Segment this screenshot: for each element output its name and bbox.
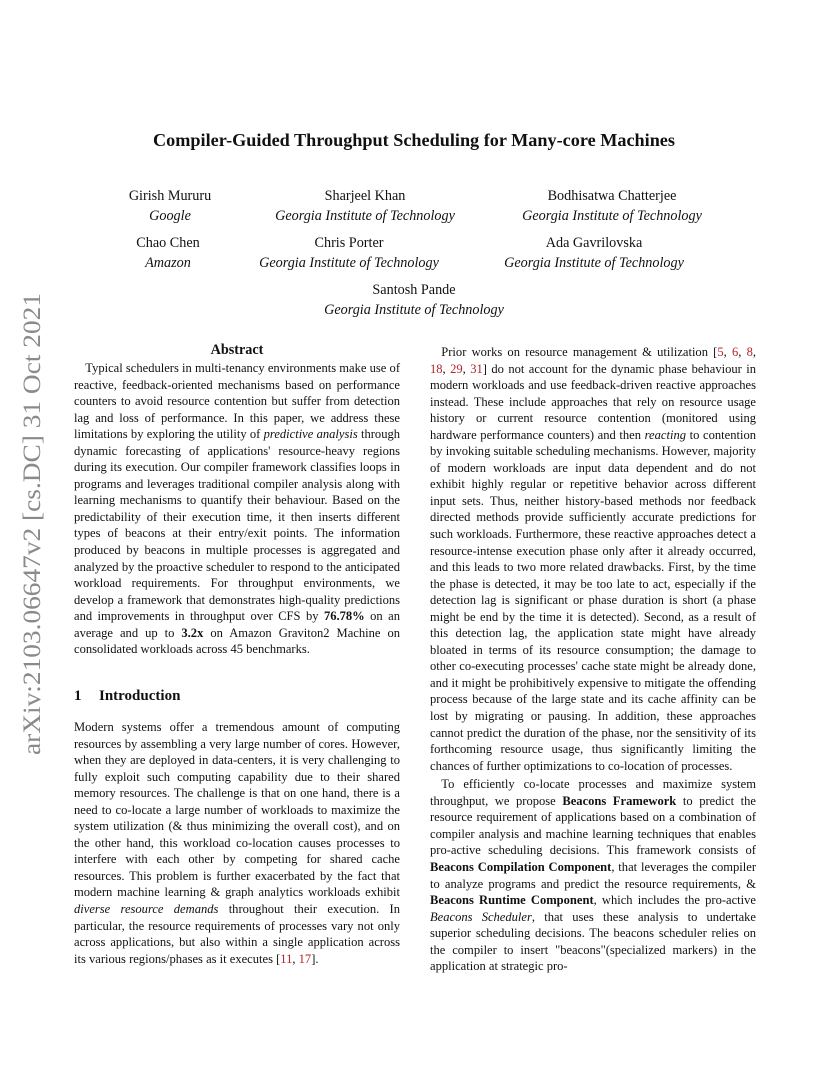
citation-link[interactable]: 6 (731, 345, 739, 359)
author-name: Girish Mururu (128, 188, 212, 204)
author-affiliation: Google (149, 208, 191, 224)
intro-text: to contention by invoking suitable scheduling mechanisms. However, majority of modern workloads are input data dependent and do not exhibit highly regular or repetitive behavior across different input sets. Thus, neither history-based methods nor feedback directed methods provide sufficiently accurate predictions for such workloads. Furthermore, these reactive approaches detect a resource-intense execution phase only after it already occurred, and this leads to two more related drawbacks. First, by the time the phase is detected, it may be too late to act, especially if the detection lag is significant or phase duration is short (a phase might be end by the time it is detected). Second, as a result of this detection lag, the application state might have already bloated in terms of its resource consumption; the damage to other co-executing processes' cache state might be already done, and it might be prohibitively expensive to mitigate the offending process because of the large state and its cache affinity can be lost by migrating or pausing. In addition, these approaches cannot predict the duration of the phase, nor the sensitivity of its forthcoming resource usage, thus significantly limiting the chances of further optimizations to co-location of processes. (430, 427, 756, 773)
author-block (224, 233, 474, 273)
abstract-text: Typical schedulers in multi-tenancy environments make use of reactive, feedback-oriented mechanisms based on performance counters to avoid resource contention but suffer from detection lag and loss of performance. In this paper, we address these limitations by exploring the utility of (74, 361, 400, 442)
abstract-heading: Abstract (210, 342, 264, 358)
author-name: Sharjeel Khan (324, 188, 406, 204)
intro-bold: Beacons Framework (562, 793, 677, 808)
section-heading-introduction (74, 688, 180, 705)
section-number: 1 (74, 688, 82, 704)
arxiv-identifier-text: arXiv:2103.06647v2 [cs.DC] 31 Oct 2021 (19, 332, 46, 755)
intro-emphasis: reacting (644, 427, 686, 442)
intro-text: , that uses these analysis to undertake superior scheduling decisions. The beacons scheduler relies on the compiler to insert "beacons"(specialized markers) in the application at strategic pro- (430, 909, 757, 974)
intro-bold: Beacons Compilation Component (430, 859, 612, 874)
author-name: Bodhisatwa Chatterjee (547, 188, 677, 204)
intro-text: to predict the resource requirement of applications based on a combination of compiler analysis and machine learning techniques that enables pro-active scheduling decisions. This framework consists of (430, 793, 756, 858)
citation-link[interactable]: 8 (746, 345, 753, 359)
citation-link[interactable]: 31 (470, 361, 483, 376)
intro-text: , which includes the pro-active (593, 893, 756, 908)
citation-separator: , (723, 345, 732, 359)
arxiv-identifier-svg (8, 290, 48, 760)
citation-separator: , (462, 361, 471, 376)
intro-emphasis: Beacons Scheduler (430, 909, 532, 924)
intro-emphasis: diverse resource demands (74, 902, 219, 917)
intro-text: throughout their execution. In particular, the resource requirements of processes vary not only across applications, but also within a single application across its various regions/phases as it executes [ (74, 902, 400, 966)
citation-link[interactable]: 18 (430, 361, 443, 376)
abstract-emphasis: predictive analysis (263, 427, 358, 442)
intro-text: ] do not account for the dynamic phase behaviour in modern workloads and use feedback-driven reactive approaches instead. These include approaches that rely on resource usage history or current resource contention (monitored using hardware performance counters) and then (430, 361, 756, 442)
author-block (289, 280, 539, 320)
author-name: Santosh Pande (372, 282, 456, 298)
right-column-body (430, 344, 756, 975)
author-affiliation: Georgia Institute of Technology (504, 255, 684, 271)
intro-body (74, 719, 400, 967)
intro-bold: Beacons Runtime Component (430, 893, 594, 908)
author-name: Chao Chen (136, 235, 200, 251)
abstract-bold: 76.78% (323, 609, 365, 624)
author-block (482, 186, 742, 226)
intro-paragraph (430, 776, 756, 975)
author-affiliation: Georgia Institute of Technology (522, 208, 702, 224)
intro-paragraph (430, 344, 756, 774)
author-block (240, 186, 490, 226)
citation-link[interactable]: 17 (298, 951, 312, 966)
abstract-text: through dynamic forecasting of applications' resource-heavy regions during its execution. Our compiler framework classifies loops in programs and leverages traditional compiler analysis along with learning mechanisms to quantify their behaviour. Based on the predictability of their execution time, it then inserts different types of beacons at their entry/exit points. The information produced by beacons in multiple processes is aggregated and analyzed by the proactive scheduler to respond to the anticipated workload requirements. For throughput environments, we develop a framework that demonstrates high-quality predictions and improvements in throughput over CFS by (74, 427, 401, 624)
citation-link[interactable]: 11 (280, 951, 293, 966)
intro-text: Modern systems offer a tremendous amount of computing resources by assembling a very large number of cores. However, when they are deployed in data-centers, it is very challenging to fully exploit such computing capability due to their shared memory resources. The challenge is that on one hand, there is a need to co-locate a large number of workloads to maximize the system utilization (& thus minimizing the overall cost), and on the other hand, this workload co-location causes processes to interfere with each other by competing for shared cache resources. This problem is further exacerbated by the fact that modern machine learning & graph analytics workloads exhibit (74, 720, 400, 900)
author-name: Ada Gavrilovska (545, 235, 643, 251)
author-block (464, 233, 724, 273)
citation-separator: , (752, 345, 757, 359)
author-name: Chris Porter (314, 235, 384, 251)
intro-paragraph (74, 719, 400, 967)
citation-separator: , (442, 361, 451, 376)
abstract-body (74, 360, 400, 658)
author-affiliation: Georgia Institute of Technology (275, 208, 455, 224)
intro-text: , that leverages the compiler to analyze programs and predict the resource requirements, & (430, 859, 756, 891)
author-affiliation: Amazon (145, 255, 191, 271)
arxiv-identifier (8, 290, 48, 760)
author-affiliation: Georgia Institute of Technology (324, 302, 504, 318)
intro-text: To efficiently co-locate processes and maximize system throughput, we propose (430, 777, 756, 808)
paper-title: Compiler-Guided Throughput Scheduling for Many-core Machines (153, 130, 675, 150)
author-affiliation: Georgia Institute of Technology (259, 255, 439, 271)
intro-text: ]. (311, 951, 319, 966)
citation-separator: , (292, 951, 299, 966)
citation-link[interactable]: 5 (717, 345, 724, 359)
intro-text: Prior works on resource management & utilization [ (441, 345, 718, 359)
abstract-bold: 3.2x (181, 625, 204, 640)
abstract-text: on an average and up to (74, 609, 400, 640)
section-title: Introduction (99, 688, 181, 704)
abstract-paragraph (74, 360, 400, 658)
citation-link[interactable]: 29 (450, 361, 463, 376)
abstract-text: on Amazon Graviton2 Machine on consolidated workloads across 45 benchmarks. (74, 625, 400, 657)
citation-separator: , (738, 345, 747, 359)
